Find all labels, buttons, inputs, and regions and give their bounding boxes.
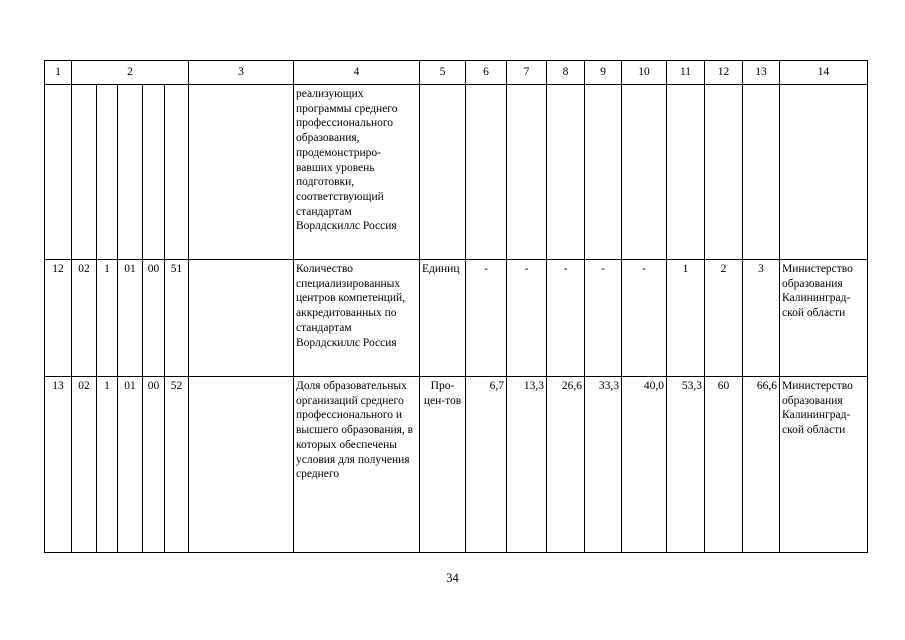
code-cell: 01 — [118, 260, 143, 377]
indicator-cell: Доля образовательных организаций среднего профессионального и высшего образования, в которых обеспечены условия для получения среднего — [294, 377, 420, 553]
responsible-cell: Министерство образования Калининград-ской области — [780, 260, 868, 377]
value-cell: 40,0 — [622, 377, 667, 553]
value-cell: - — [547, 260, 585, 377]
code-cell: 02 — [72, 260, 97, 377]
value-cell: - — [507, 260, 547, 377]
indicator-cell: Количество специализированных центров компетенций, аккредитованных по стандартам Ворлдскиллс Россия — [294, 260, 420, 377]
empty-cell — [97, 85, 118, 260]
code-cell: 13 — [45, 377, 72, 553]
header-cell: 13 — [743, 61, 780, 85]
code-cell: 1 — [97, 260, 118, 377]
code-cell: 52 — [165, 377, 189, 553]
code-cell: 02 — [72, 377, 97, 553]
value-cell: 60 — [705, 377, 743, 553]
empty-cell — [667, 85, 705, 260]
responsible-cell: Министерство образования Калининград-ской области — [780, 377, 868, 553]
empty-cell — [118, 85, 143, 260]
header-cell: 7 — [507, 61, 547, 85]
header-cell: 11 — [667, 61, 705, 85]
header-cell: 5 — [420, 61, 466, 85]
value-cell: 33,3 — [585, 377, 622, 553]
empty-cell — [705, 85, 743, 260]
header-cell: 3 — [189, 61, 294, 85]
value-cell: - — [622, 260, 667, 377]
header-cell: 4 — [294, 61, 420, 85]
value-cell: 6,7 — [466, 377, 507, 553]
header-cell: 14 — [780, 61, 868, 85]
value-cell: - — [585, 260, 622, 377]
code-cell: 1 — [97, 377, 118, 553]
header-cell: 10 — [622, 61, 667, 85]
value-cell: 53,3 — [667, 377, 705, 553]
empty-cell — [143, 85, 165, 260]
value-cell: 2 — [705, 260, 743, 377]
unit-cell: Единиц — [420, 260, 466, 377]
value-cell: 26,6 — [547, 377, 585, 553]
code-cell: 00 — [143, 260, 165, 377]
empty-cell — [547, 85, 585, 260]
header-cell: 2 — [72, 61, 189, 85]
code-cell: 00 — [143, 377, 165, 553]
value-cell: - — [466, 260, 507, 377]
indicator-cell: реализующих программы среднего профессионального образования, продемонстриро-вавших уровень подготовки, соответствующий стандартам Ворлдскиллс Россия — [294, 85, 420, 260]
empty-cell — [743, 85, 780, 260]
empty-cell — [189, 260, 294, 377]
empty-cell — [507, 85, 547, 260]
value-cell: 66,6 — [743, 377, 780, 553]
header-cell: 1 — [45, 61, 72, 85]
table-row — [45, 377, 868, 553]
header-cell: 12 — [705, 61, 743, 85]
value-cell: 1 — [667, 260, 705, 377]
empty-cell — [420, 85, 466, 260]
value-cell: 13,3 — [507, 377, 547, 553]
code-cell: 01 — [118, 377, 143, 553]
code-cell: 12 — [45, 260, 72, 377]
empty-cell — [72, 85, 97, 260]
header-cell: 8 — [547, 61, 585, 85]
header-cell: 9 — [585, 61, 622, 85]
empty-cell — [189, 85, 294, 260]
empty-cell — [165, 85, 189, 260]
unit-cell: Про-цен-тов — [420, 377, 466, 553]
empty-cell — [780, 85, 868, 260]
empty-cell — [585, 85, 622, 260]
empty-cell — [466, 85, 507, 260]
header-row — [45, 61, 868, 85]
code-cell: 51 — [165, 260, 189, 377]
page-number: 34 — [446, 571, 459, 585]
table-row — [45, 260, 868, 377]
header-cell: 6 — [466, 61, 507, 85]
empty-cell — [189, 377, 294, 553]
empty-cell — [45, 85, 72, 260]
table-row — [45, 85, 868, 260]
data-table — [44, 60, 868, 553]
value-cell: 3 — [743, 260, 780, 377]
empty-cell — [622, 85, 667, 260]
